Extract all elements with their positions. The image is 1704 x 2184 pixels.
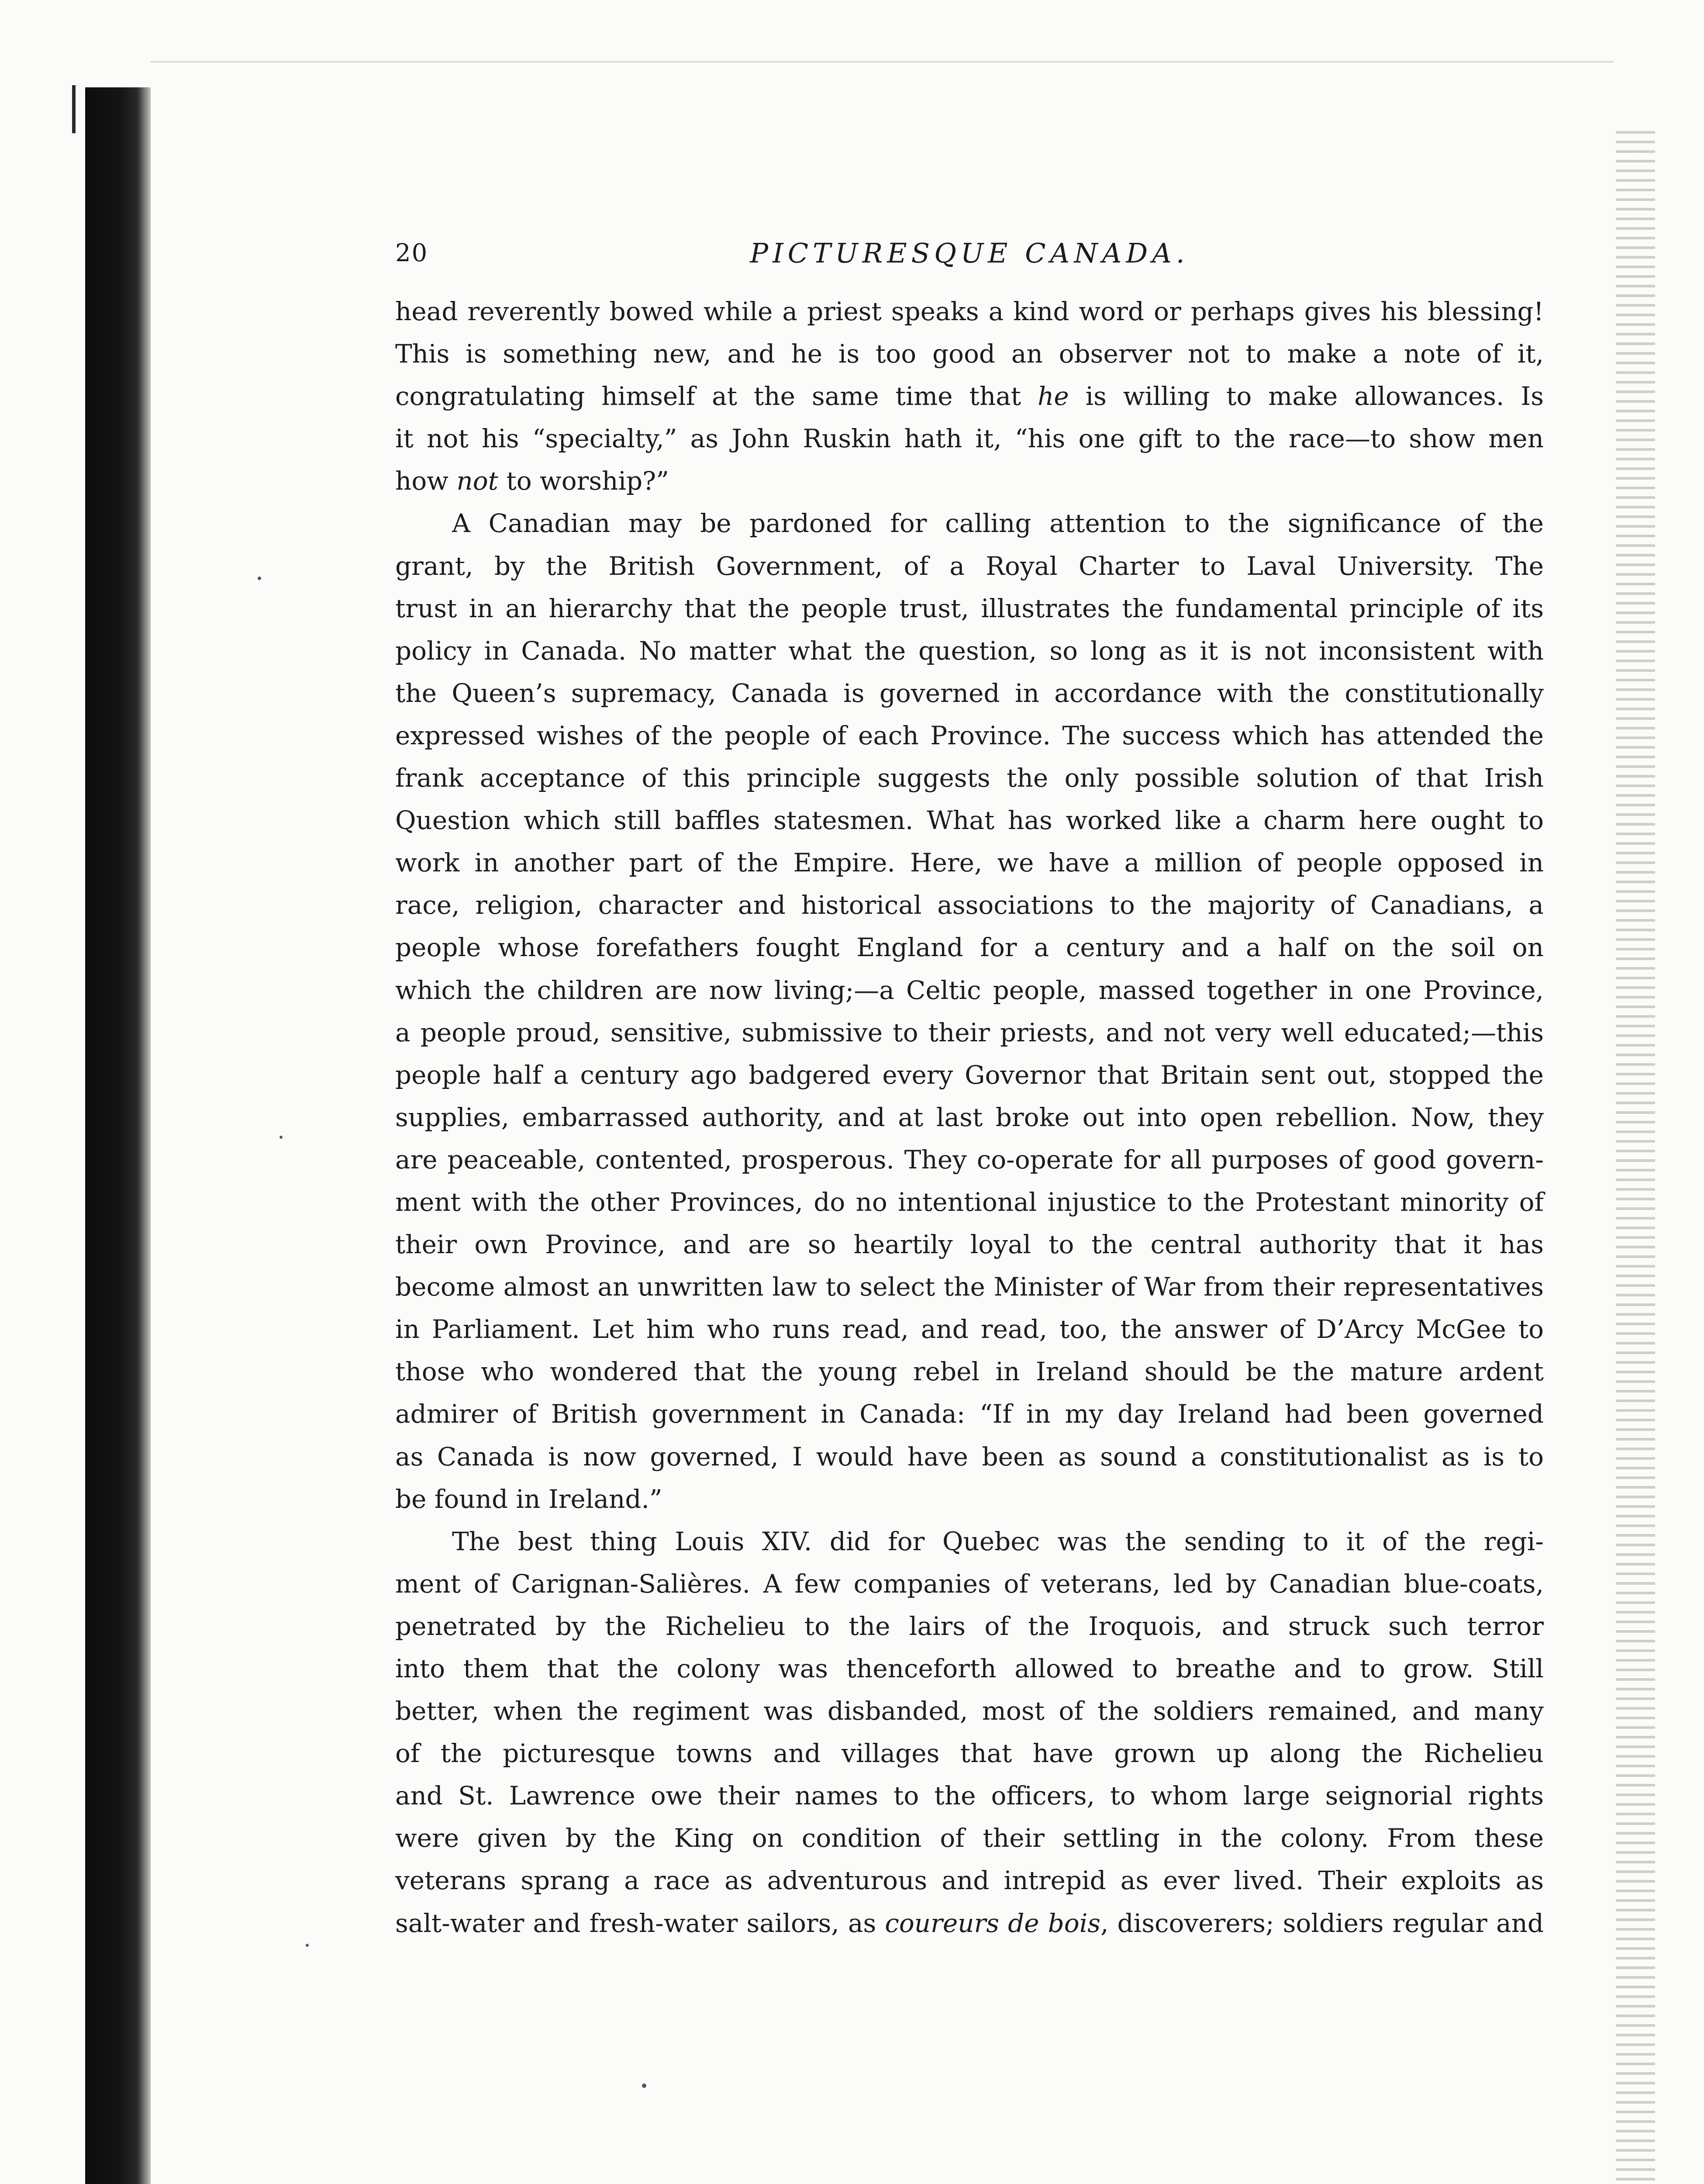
text-line: grant, by the British Government, of a Royal Charter to Laval University. The	[395, 551, 1544, 581]
text-line: frank acceptance of this principle suggests the only possible solution of that Irish	[395, 763, 1544, 793]
text-line: This is something new, and he is too good an observer not to make a note of it,	[395, 339, 1544, 369]
page-header	[395, 229, 1544, 277]
text-line: head reverently bowed while a priest speaks a kind word or perhaps gives his blessing!	[395, 297, 1544, 326]
running-head: PICTURESQUE CANADA.	[750, 237, 1189, 269]
text-line: be found in Ireland.”	[395, 1484, 662, 1514]
text-line: in Parliament. Let him who runs read, and read, too, the answer of D’Arcy McGee to	[395, 1314, 1544, 1344]
text-line: supplies, embarrassed authority, and at last broke out into open rebellion. Now, they	[395, 1102, 1544, 1132]
text-line: how not to worship?”	[395, 466, 669, 496]
text-line: expressed wishes of the people of each Province. The success which has attended the	[395, 720, 1544, 750]
text-line: become almost an unwritten law to select the Minister of War from their representatives	[395, 1272, 1544, 1302]
text-line: A Canadian may be pardoned for calling attention to the significance of the	[452, 508, 1544, 539]
book-binding-shadow	[85, 87, 151, 2184]
text-line: veterans sprang a race as adventurous and intrepid as ever lived. Their exploits as	[395, 1866, 1544, 1896]
scan-speck	[642, 2084, 646, 2088]
text-line: the Queen’s supremacy, Canada is governed in accordance with the constitutionally	[395, 678, 1544, 708]
text-line: The best thing Louis XIV. did for Quebec was the sending to it of the regi-	[452, 1526, 1544, 1556]
text-line: into them that the colony was thenceforth allowed to breathe and to grow. Still	[395, 1654, 1544, 1683]
text-line: congratulating himself at the same time that he is willing to make allowances. Is	[395, 381, 1544, 411]
text-line: of the picturesque towns and villages that have grown up along the Richelieu	[395, 1738, 1544, 1769]
text-line: ment with the other Provinces, do no intentional injustice to the Protestant minority of	[395, 1187, 1544, 1217]
text-line: race, religion, character and historical associations to the majority of Canadians, a	[395, 890, 1544, 920]
text-line: it not his “specialty,” as John Ruskin hath it, “his one gift to the race—to show men	[395, 424, 1544, 454]
text-line: policy in Canada. No matter what the question, so long as it is not inconsistent with	[395, 636, 1544, 666]
text-line: Question which still baffles statesmen. What has worked like a charm here ought to	[395, 805, 1544, 836]
text-line: admirer of British government in Canada: “If in my day Ireland had been governed	[395, 1399, 1544, 1429]
text-line: and St. Lawrence owe their names to the officers, to whom large seignorial rights	[395, 1781, 1544, 1811]
text-line: their own Province, and are so heartily loyal to the central authority that it has	[395, 1230, 1544, 1260]
text-line: people half a century ago badgered every Governor that Britain sent out, stopped the	[395, 1060, 1544, 1090]
text-line: people whose forefathers fought England for a century and a half on the soil on	[395, 933, 1544, 963]
scan-speck	[279, 1136, 283, 1139]
text-line: trust in an hierarchy that the people trust, illustrates the fundamental principle of its	[395, 593, 1544, 623]
scan-speck	[306, 1944, 309, 1947]
body-text	[395, 290, 1544, 1945]
text-line: salt-water and fresh-water sailors, as coureurs de bois, discoverers; soldiers regular and	[395, 1908, 1544, 1938]
binding-tick	[72, 85, 76, 133]
scan-right-edge	[1616, 131, 1655, 2184]
scan-top-edge	[151, 61, 1614, 62]
text-line: those who wondered that the young rebel in Ireland should be the mature ardent	[395, 1357, 1544, 1387]
scan-speck	[258, 577, 261, 580]
text-line: work in another part of the Empire. Here, we have a million of people opposed in	[395, 848, 1544, 878]
page-number: 20	[395, 239, 428, 267]
text-line: which the children are now living;—a Celtic people, massed together in one Province,	[395, 975, 1544, 1005]
text-line: were given by the King on condition of their settling in the colony. From these	[395, 1823, 1544, 1853]
text-line: as Canada is now governed, I would have been as sound a constitutionalist as is to	[395, 1441, 1544, 1472]
text-line: ment of Carignan-Salières. A few companies of veterans, led by Canadian blue-coats,	[395, 1569, 1544, 1599]
text-line: are peaceable, contented, prosperous. They co-operate for all purposes of good govern-	[395, 1144, 1544, 1175]
text-line: better, when the regiment was disbanded, most of the soldiers remained, and many	[395, 1696, 1544, 1726]
text-line: a people proud, sensitive, submissive to their priests, and not very well educated;—this	[395, 1017, 1544, 1047]
text-line: penetrated by the Richelieu to the lairs of the Iroquois, and struck such terror	[395, 1611, 1544, 1641]
